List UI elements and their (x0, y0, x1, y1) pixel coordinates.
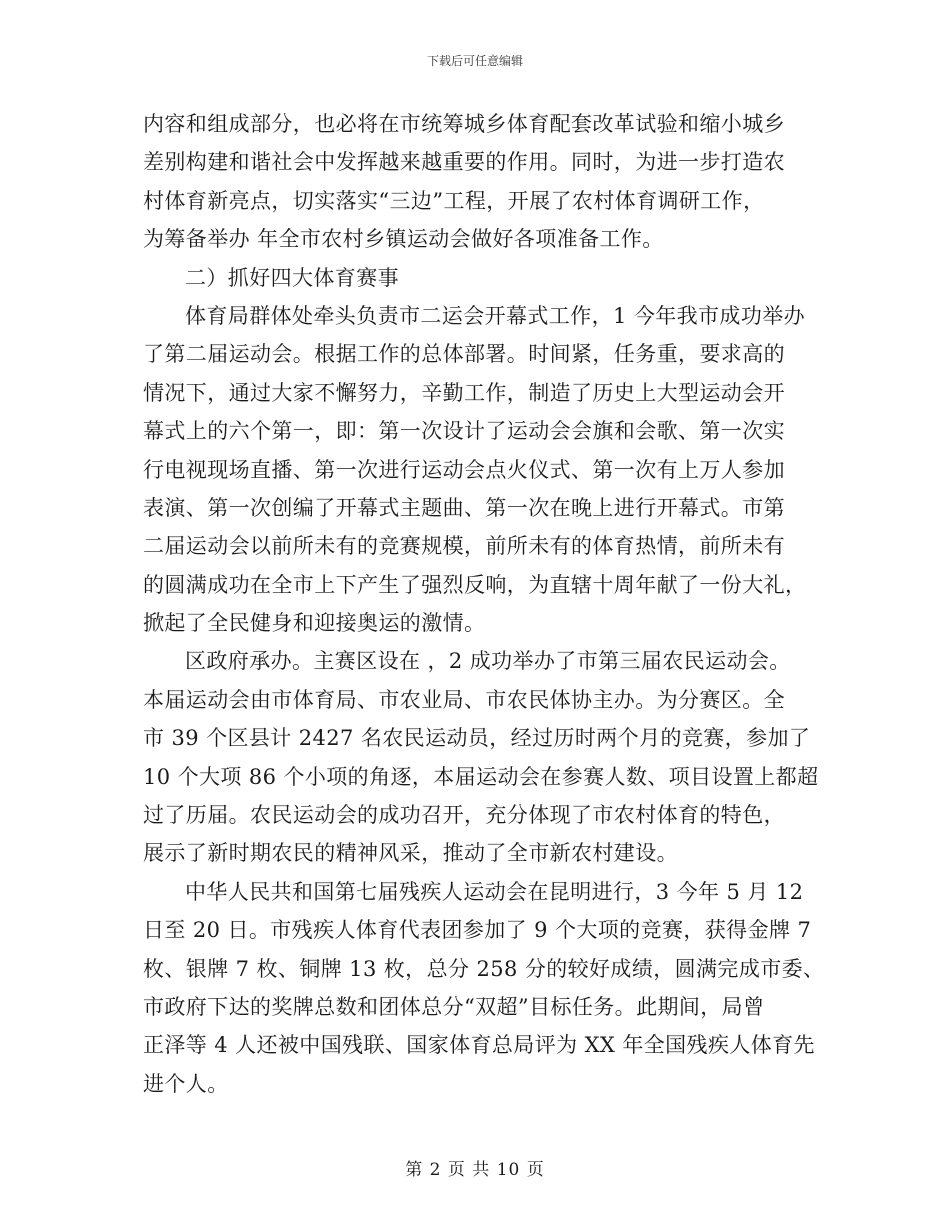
body-line: 展示了新时期农民的精神风采，推动了全市新农村建设。 (143, 841, 678, 866)
body-line: 进个人。 (143, 1071, 229, 1096)
body-line: 10 个大项 86 个小项的角逐，本届运动会在参赛人数、项目设置上都超 (143, 764, 819, 789)
body-line: 掀起了全民健身和迎接奥运的激情。 (143, 611, 486, 636)
document-body (143, 105, 823, 1103)
body-line: 为筹备举办 年全市农村乡镇运动会做好各项准备工作。 (143, 227, 664, 252)
body-line: 了第二届运动会。根据工作的总体部署。时间紧，任务重，要求高的 (143, 342, 785, 367)
body-line: 区政府承办。主赛区设在 ，2 成功举办了市第三届农民运动会。 (185, 649, 791, 674)
body-line: 本届运动会由市体育局、市农业局、市农民体协主办。为分赛区。全 (143, 687, 785, 712)
body-line: 幕式上的六个第一，即：第一次设计了运动会会旗和会歌、第一次实 (143, 419, 785, 444)
body-line: 日至 20 日。市残疾人体育代表团参加了 9 个大项的竞赛，获得金牌 7 (143, 918, 812, 943)
body-line: 枚、银牌 7 枚、铜牌 13 枚，总分 258 分的较好成绩，圆满完成市委、 (143, 956, 825, 981)
body-line: 中华人民共和国第七届残疾人运动会在昆明进行，3 今年 5 月 12 (185, 879, 804, 904)
body-line: 内容和组成部分，也必将在市统筹城乡体育配套改革试验和缩小城乡 (143, 112, 785, 136)
body-line: 村体育新亮点，切实落实“三边”工程，开展了农村体育调研工作， (143, 188, 765, 213)
body-line: 市政府下达的奖牌总数和团体总分“双超”目标任务。此期间，局曾 (143, 994, 765, 1019)
body-line: 正泽等 4 人还被中国残联、国家体育总局评为 XX 年全国残疾人体育先 (143, 1033, 815, 1058)
body-line: 差别构建和谐社会中发挥越来越重要的作用。同时，为进一步打造农 (143, 150, 785, 175)
body-line: 体育局群体处牵头负责市二运会开幕式工作，1 今年我市成功举办 (185, 303, 806, 328)
body-line: 表演、第一次创编了开幕式主题曲、第一次在晚上进行开幕式。市第 (143, 495, 785, 520)
body-line: 行电视现场直播、第一次进行运动会点火仪式、第一次有上万人参加 (143, 457, 785, 482)
page-number-footer: 第 2 页 共 10 页 (405, 1160, 545, 1180)
body-line: 的圆满成功在全市上下产生了强烈反响，为直辖十周年献了一份大礼， (143, 572, 807, 597)
body-line: 市 39 个区县计 2427 名农民运动员，经过历时两个月的竞赛，参加了 (143, 726, 811, 751)
body-line: 二届运动会以前所未有的竞赛规模，前所未有的体育热情，前所未有 (143, 534, 785, 559)
body-line: 过了历届。农民运动会的成功召开，充分体现了市农村体育的特色， (143, 803, 785, 828)
section-heading: 二）抓好四大体育赛事 (185, 265, 399, 290)
body-line: 情况下，通过大家不懈努力，辛勤工作，制造了历史上大型运动会开 (143, 380, 785, 405)
page-header-note: 下载后可任意编辑 (426, 54, 523, 68)
